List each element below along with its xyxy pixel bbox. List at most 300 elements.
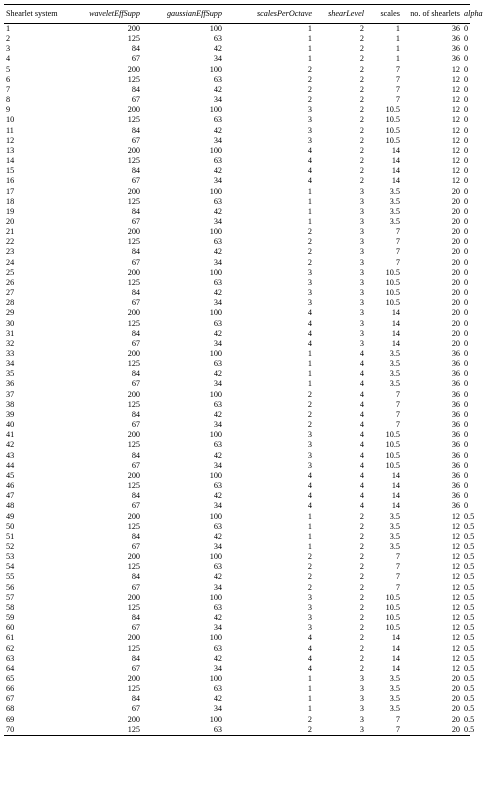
table-cell: 9 — [6, 105, 11, 115]
table-cell: 125 — [127, 399, 140, 409]
table-cell: 14 — [391, 481, 400, 491]
table-cell: 13 — [6, 145, 15, 155]
table-row — [4, 24, 470, 35]
column-header: Shearlet system — [4, 5, 60, 24]
table-cell: 84 — [131, 166, 140, 176]
table-cell: 0 — [464, 24, 469, 33]
table-cell: 63 — [142, 725, 224, 736]
table-cell: 0 — [464, 115, 469, 125]
table-row — [4, 136, 470, 146]
table-cell: 3 — [307, 135, 312, 145]
table-cell: 12 — [451, 562, 460, 572]
table-cell: 58 — [6, 602, 15, 612]
table-cell: 36 — [451, 481, 460, 491]
table-cell: 3.5 — [389, 369, 400, 379]
table-cell: 41 — [6, 430, 15, 440]
table-cell: 100 — [209, 24, 222, 33]
table-cell: 67 — [131, 582, 140, 592]
table-cell: 34 — [213, 663, 222, 673]
table-row — [4, 339, 470, 349]
table-cell: 20 — [451, 247, 460, 257]
table-cell: 0 — [464, 277, 469, 287]
table-cell: 42 — [213, 409, 222, 419]
table-row — [4, 288, 470, 298]
table-cell: 45 — [6, 470, 15, 480]
table-cell: 0.5 — [464, 694, 475, 704]
table-cell: 0.5 — [464, 541, 475, 551]
table-cell: 0 — [464, 338, 469, 348]
table-cell: 0 — [464, 216, 469, 226]
table-cell: 4 — [359, 491, 364, 501]
table-cell: 47 — [6, 491, 15, 501]
table-cell: 3 — [307, 277, 312, 287]
table-cell: 20 — [451, 328, 460, 338]
table-cell: 0 — [464, 491, 469, 501]
table-cell: 2 — [359, 105, 364, 115]
table-cell: 84 — [131, 369, 140, 379]
table-cell: 4 — [359, 430, 364, 440]
table-row — [4, 684, 470, 694]
table-cell: 100 — [209, 227, 222, 237]
table-cell: 12 — [451, 511, 460, 521]
table-row — [4, 115, 470, 125]
table-cell: 19 — [6, 206, 15, 216]
table-cell: 2 — [307, 227, 312, 237]
table-cell: 84 — [131, 328, 140, 338]
table-cell: 53 — [6, 552, 15, 562]
table-cell: 63 — [213, 237, 222, 247]
table-row — [4, 623, 470, 633]
table-cell: 20 — [451, 308, 460, 318]
table-cell: 0 — [464, 430, 469, 440]
table-cell: 0.5 — [464, 653, 475, 663]
table-cell: 0 — [464, 399, 469, 409]
table-cell: 42 — [213, 166, 222, 176]
table-cell: 84 — [131, 206, 140, 216]
table-cell: 0.5 — [464, 674, 475, 683]
table-cell: 20 — [451, 298, 460, 308]
table-cell: 12 — [451, 541, 460, 551]
table-cell: 2 — [359, 135, 364, 145]
table-cell: 36 — [451, 349, 460, 358]
table-cell: 125 — [60, 725, 142, 736]
table-cell: 2 — [307, 257, 312, 267]
table-cell: 21 — [6, 227, 15, 237]
table-cell: 200 — [127, 470, 140, 480]
table-cell: 0 — [464, 196, 469, 206]
table-cell: 2 — [224, 725, 314, 736]
table-cell: 0 — [464, 440, 469, 450]
table-cell: 2 — [359, 531, 364, 541]
table-row — [4, 725, 470, 736]
table-cell: 3 — [314, 725, 366, 736]
table-cell: 22 — [6, 237, 15, 247]
table-cell: 12 — [451, 572, 460, 582]
column-header: alpha — [462, 5, 470, 24]
table-cell: 0 — [464, 369, 469, 379]
table-cell: 18 — [6, 196, 15, 206]
table-cell: 14 — [391, 643, 400, 653]
table-row — [4, 704, 470, 714]
table-cell: 200 — [127, 349, 140, 358]
table-cell: 84 — [131, 694, 140, 704]
table-cell: 84 — [131, 531, 140, 541]
table-cell: 38 — [6, 399, 15, 409]
table-cell: 10.5 — [385, 105, 400, 115]
table-cell: 3 — [359, 227, 364, 237]
table-cell: 14 — [391, 145, 400, 155]
table-cell: 0 — [464, 186, 469, 196]
table-cell: 34 — [213, 135, 222, 145]
table-cell: 0.5 — [464, 623, 475, 633]
table-cell: 36 — [451, 430, 460, 440]
table-cell: 0 — [464, 74, 469, 84]
table-cell: 0 — [464, 34, 469, 44]
table-cell: 4 — [359, 501, 364, 511]
table-cell: 2 — [359, 613, 364, 623]
table-cell: 0 — [464, 145, 469, 155]
table-cell: 0 — [464, 389, 469, 399]
table-cell: 4 — [359, 470, 364, 480]
table-row — [4, 542, 470, 552]
table-cell: 10.5 — [385, 135, 400, 145]
table-cell: 3 — [307, 267, 312, 277]
table-cell: 24 — [6, 257, 15, 267]
table-cell: 2 — [359, 653, 364, 663]
table-cell: 7 — [395, 227, 400, 237]
table-cell: 125 — [127, 602, 140, 612]
table-cell: 125 — [127, 237, 140, 247]
table-cell: 67 — [131, 460, 140, 470]
table-cell: 2 — [307, 582, 312, 592]
table-cell: 59 — [6, 613, 15, 623]
table-row — [4, 359, 470, 369]
table-cell: 2 — [359, 24, 364, 33]
table-row — [4, 105, 470, 115]
table-cell: 3 — [307, 105, 312, 115]
table-row — [4, 440, 470, 450]
table-cell: 10.5 — [385, 267, 400, 277]
table-cell: 125 — [127, 521, 140, 531]
table-cell: 63 — [213, 359, 222, 369]
table-cell: 125 — [127, 318, 140, 328]
table-cell: 0 — [464, 481, 469, 491]
table-cell: 63 — [213, 602, 222, 612]
table-cell: 0 — [464, 359, 469, 369]
table-cell: 84 — [131, 572, 140, 582]
table-cell: 7 — [395, 74, 400, 84]
table-cell: 20 — [451, 257, 460, 267]
table-cell: 63 — [213, 277, 222, 287]
table-cell: 3 — [359, 288, 364, 298]
table-cell: 2 — [307, 95, 312, 105]
table-cell: 0 — [464, 409, 469, 419]
table-cell: 67 — [131, 257, 140, 267]
table-cell: 63 — [213, 318, 222, 328]
table-row — [4, 674, 470, 684]
table-cell: 54 — [6, 562, 15, 572]
table-cell: 7 — [395, 552, 400, 562]
table-cell: 36 — [451, 359, 460, 369]
table-cell: 12 — [451, 125, 460, 135]
table-cell: 200 — [127, 511, 140, 521]
table-cell: 4 — [307, 156, 312, 166]
table-cell: 2 — [359, 44, 364, 54]
table-cell: 36 — [451, 440, 460, 450]
table-cell: 0.5 — [464, 663, 475, 673]
table-cell: 3.5 — [389, 684, 400, 694]
table-cell: 63 — [213, 196, 222, 206]
table-cell: 1 — [307, 44, 312, 54]
table-cell: 65 — [6, 674, 15, 683]
table-cell: 67 — [131, 338, 140, 348]
table-cell: 3 — [359, 206, 364, 216]
table-cell: 14 — [391, 470, 400, 480]
table-cell: 12 — [451, 531, 460, 541]
table-cell: 67 — [131, 135, 140, 145]
table-cell: 64 — [6, 663, 15, 673]
table-cell: 20 — [451, 704, 460, 714]
table-cell: 67 — [131, 379, 140, 389]
table-row — [4, 572, 470, 582]
table-cell: 66 — [6, 684, 15, 694]
table-row — [4, 197, 470, 207]
table-cell: 3 — [307, 450, 312, 460]
table-cell: 63 — [213, 399, 222, 409]
table-cell: 1 — [307, 54, 312, 64]
table-cell: 3 — [359, 277, 364, 287]
table-cell: 1 — [307, 694, 312, 704]
table-row — [4, 176, 470, 186]
table-cell: 14 — [6, 156, 15, 166]
table-row — [4, 400, 470, 410]
table-cell: 63 — [213, 521, 222, 531]
table-cell: 0 — [464, 247, 469, 257]
table-cell: 12 — [451, 623, 460, 633]
table-cell: 1 — [307, 379, 312, 389]
table-cell: 12 — [451, 602, 460, 612]
table-cell: 42 — [213, 206, 222, 216]
table-cell: 125 — [127, 156, 140, 166]
table-cell: 0 — [464, 227, 469, 237]
table-cell: 12 — [451, 166, 460, 176]
table-cell: 0.5 — [464, 613, 475, 623]
table-cell: 14 — [391, 166, 400, 176]
table-cell: 100 — [209, 674, 222, 683]
table-row — [4, 95, 470, 105]
table-cell: 27 — [6, 288, 15, 298]
table-cell: 100 — [209, 430, 222, 440]
table-cell: 0 — [464, 450, 469, 460]
table-cell: 35 — [6, 369, 15, 379]
table-cell: 52 — [6, 541, 15, 551]
table-cell: 10.5 — [385, 460, 400, 470]
table-cell: 63 — [213, 156, 222, 166]
table-cell: 3.5 — [389, 206, 400, 216]
table-cell: 0.5 — [464, 592, 475, 602]
table-cell: 34 — [213, 541, 222, 551]
table-cell: 12 — [451, 643, 460, 653]
table-cell: 42 — [213, 491, 222, 501]
table-row — [4, 247, 470, 257]
table-cell: 36 — [451, 389, 460, 399]
table-row — [4, 369, 470, 379]
table-cell: 14 — [391, 328, 400, 338]
table-row — [4, 593, 470, 603]
table-cell: 2 — [359, 511, 364, 521]
table-cell: 200 — [127, 633, 140, 643]
table-cell: 2 — [359, 633, 364, 643]
table-cell: 12 — [451, 84, 460, 94]
table-cell: 3 — [359, 684, 364, 694]
table-cell: 84 — [131, 613, 140, 623]
table-cell: 200 — [127, 145, 140, 155]
table-cell: 3 — [6, 44, 11, 54]
table-cell: 42 — [213, 450, 222, 460]
table-cell: 12 — [451, 74, 460, 84]
table-row — [4, 308, 470, 318]
table-cell: 3.5 — [389, 359, 400, 369]
table-cell: 0 — [464, 135, 469, 145]
table-cell: 4 — [359, 369, 364, 379]
table-cell: 36 — [451, 420, 460, 430]
table-cell: 67 — [131, 176, 140, 186]
table-cell: 84 — [131, 247, 140, 257]
table-cell: 2 — [307, 74, 312, 84]
column-header: shearLevel — [314, 5, 366, 24]
table-cell: 20 — [451, 318, 460, 328]
table-cell: 69 — [6, 714, 15, 724]
table-cell: 1 — [6, 24, 11, 33]
table-cell: 20 — [451, 196, 460, 206]
table-cell: 2 — [359, 592, 364, 602]
table-cell: 42 — [213, 288, 222, 298]
table-row — [4, 278, 470, 288]
table-row — [4, 664, 470, 674]
table-cell: 3 — [359, 714, 364, 724]
table-cell: 4 — [359, 409, 364, 419]
table-cell: 0 — [464, 206, 469, 216]
table-cell: 4 — [307, 308, 312, 318]
table-cell: 12 — [451, 552, 460, 562]
table-header — [4, 5, 483, 24]
table-cell: 12 — [451, 613, 460, 623]
table-cell: 7 — [395, 64, 400, 74]
table-cell: 2 — [307, 552, 312, 562]
table-row — [4, 583, 470, 593]
table-cell: 3 — [307, 115, 312, 125]
table-cell: 200 — [127, 186, 140, 196]
table-cell: 4 — [307, 470, 312, 480]
table-cell: 12 — [451, 653, 460, 663]
table-cell: 2 — [359, 156, 364, 166]
table-cell: 10.5 — [385, 288, 400, 298]
table-cell: 84 — [131, 491, 140, 501]
table-cell: 1 — [307, 369, 312, 379]
table-cell: 0 — [464, 501, 469, 511]
table-row — [4, 207, 470, 217]
table-cell: 0 — [464, 156, 469, 166]
table-cell: 0 — [464, 470, 469, 480]
table-cell: 12 — [451, 582, 460, 592]
table-row — [4, 166, 470, 176]
table-cell: 34 — [213, 176, 222, 186]
table-cell: 67 — [131, 298, 140, 308]
table-cell: 3 — [359, 257, 364, 267]
table-cell: 46 — [6, 481, 15, 491]
table-cell: 200 — [127, 64, 140, 74]
table-cell: 63 — [213, 481, 222, 491]
table-cell: 3.5 — [389, 511, 400, 521]
table-cell: 36 — [451, 34, 460, 44]
table-cell: 100 — [209, 592, 222, 602]
table-cell: 0 — [464, 44, 469, 54]
table-row — [4, 237, 470, 247]
table-cell: 1 — [307, 349, 312, 358]
table-cell: 4 — [307, 318, 312, 328]
table-cell: 125 — [127, 74, 140, 84]
table-cell: 4 — [6, 54, 11, 64]
table-cell: 2 — [359, 623, 364, 633]
table-cell: 4 — [359, 481, 364, 491]
table-cell: 3.5 — [389, 531, 400, 541]
table-cell: 0 — [464, 237, 469, 247]
table-row — [4, 451, 470, 461]
table-cell: 4 — [307, 176, 312, 186]
table-cell: 100 — [209, 389, 222, 399]
table-row — [4, 126, 470, 136]
table-cell: 42 — [213, 328, 222, 338]
table-cell: 125 — [127, 440, 140, 450]
table-cell: 4 — [359, 420, 364, 430]
table-cell: 36 — [451, 399, 460, 409]
table-cell: 1 — [307, 206, 312, 216]
table-cell: 1 — [307, 521, 312, 531]
table-cell: 10.5 — [385, 592, 400, 602]
table-cell: 55 — [6, 572, 15, 582]
table-cell: 20 — [451, 277, 460, 287]
table-cell: 7 — [395, 84, 400, 94]
table-cell: 125 — [127, 196, 140, 206]
table-cell: 42 — [213, 572, 222, 582]
table-cell: 100 — [209, 308, 222, 318]
table-cell: 2 — [359, 34, 364, 44]
table-cell: 10.5 — [385, 440, 400, 450]
table-cell: 0.5 — [464, 582, 475, 592]
table-row — [4, 319, 470, 329]
table-cell: 34 — [213, 582, 222, 592]
table-cell: 34 — [213, 420, 222, 430]
table-cell: 0 — [464, 288, 469, 298]
table-cell: 84 — [131, 409, 140, 419]
table-cell: 3 — [307, 298, 312, 308]
table-cell: 2 — [359, 84, 364, 94]
table-cell: 20 — [451, 227, 460, 237]
table-cell: 20 — [451, 237, 460, 247]
table-cell: 12 — [451, 115, 460, 125]
table-cell: 20 — [6, 216, 15, 226]
table-cell: 2 — [307, 562, 312, 572]
table-cell: 42 — [213, 44, 222, 54]
table-cell: 14 — [391, 653, 400, 663]
table-cell: 4 — [359, 379, 364, 389]
table-cell: 2 — [359, 125, 364, 135]
table-cell: 3.5 — [389, 379, 400, 389]
table-row — [4, 146, 470, 156]
table-cell: 4 — [359, 359, 364, 369]
table-cell: 2 — [359, 166, 364, 176]
shearlet-systems-table — [4, 4, 483, 736]
